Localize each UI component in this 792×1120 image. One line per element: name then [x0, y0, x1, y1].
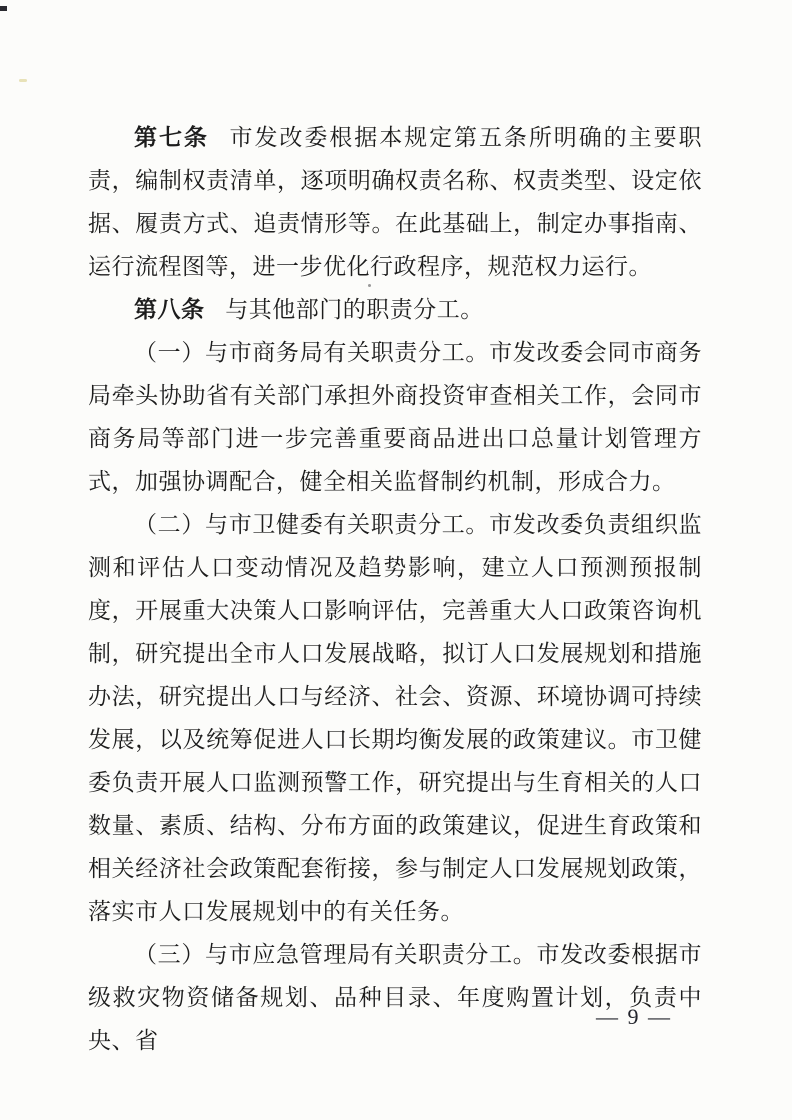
- scan-artifact: [19, 79, 27, 82]
- article-number: 第八条: [134, 297, 205, 322]
- paragraph-text: （一）与市商务局有关职责分工。市发改委会同市商务局牵头协助省有关部门承担外商投资审查相关工作，会同市商务局等部门进一步完善重要商品进出口总量计划管理方式，加强协调配合，健全相关监督制约机制，形成合力。: [88, 340, 702, 494]
- paragraph-item-3: [88, 933, 702, 1062]
- paragraph-text: （三）与市应急管理局有关职责分工。市发改委根据市级救灾物资储备规划、品种目录、年度购置计划，负责中央、省: [88, 942, 702, 1053]
- document-body: [88, 116, 702, 1062]
- paragraph-item-1: [88, 331, 702, 503]
- paragraph-article-8: [88, 288, 702, 331]
- paragraph-text: 市发改委根据本规定第五条所明确的主要职责，编制权责清单，逐项明确权责名称、权责类型、设定依据、履责方式、追责情形等。在此基础上，制定办事指南、运行流程图等，进一步优化行政程序，规范权力运行。: [88, 125, 703, 279]
- page-number: — 9 —: [596, 1004, 672, 1029]
- article-number: 第七条: [134, 125, 209, 150]
- paragraph-text: （二）与市卫健委有关职责分工。市发改委负责组织监测和评估人口变动情况及趋势影响，建立人口预测预报制度，开展重大决策人口影响评估，完善重大人口政策咨询机制，研究提出全市人口发展战略，拟订人口发展规划和措施办法，研究提出人口与经济、社会、资源、环境协调可持续发展，以及统筹促进人口长期均衡发展的政策建议。市卫健委负责开展人口监测预警工作，研究提出与生育相关的人口数量、素质、结构、分布方面的政策建议，促进生育政策和相关经济社会政策配套衔接，参与制定人口发展规划政策，落实市人口发展规划中的有关任务。: [88, 512, 702, 924]
- paragraph-article-7: [88, 116, 702, 288]
- paragraph-item-2: [88, 503, 702, 933]
- scan-artifact: [0, 6, 7, 11]
- paragraph-text: 与其他部门的职责分工。: [225, 297, 484, 322]
